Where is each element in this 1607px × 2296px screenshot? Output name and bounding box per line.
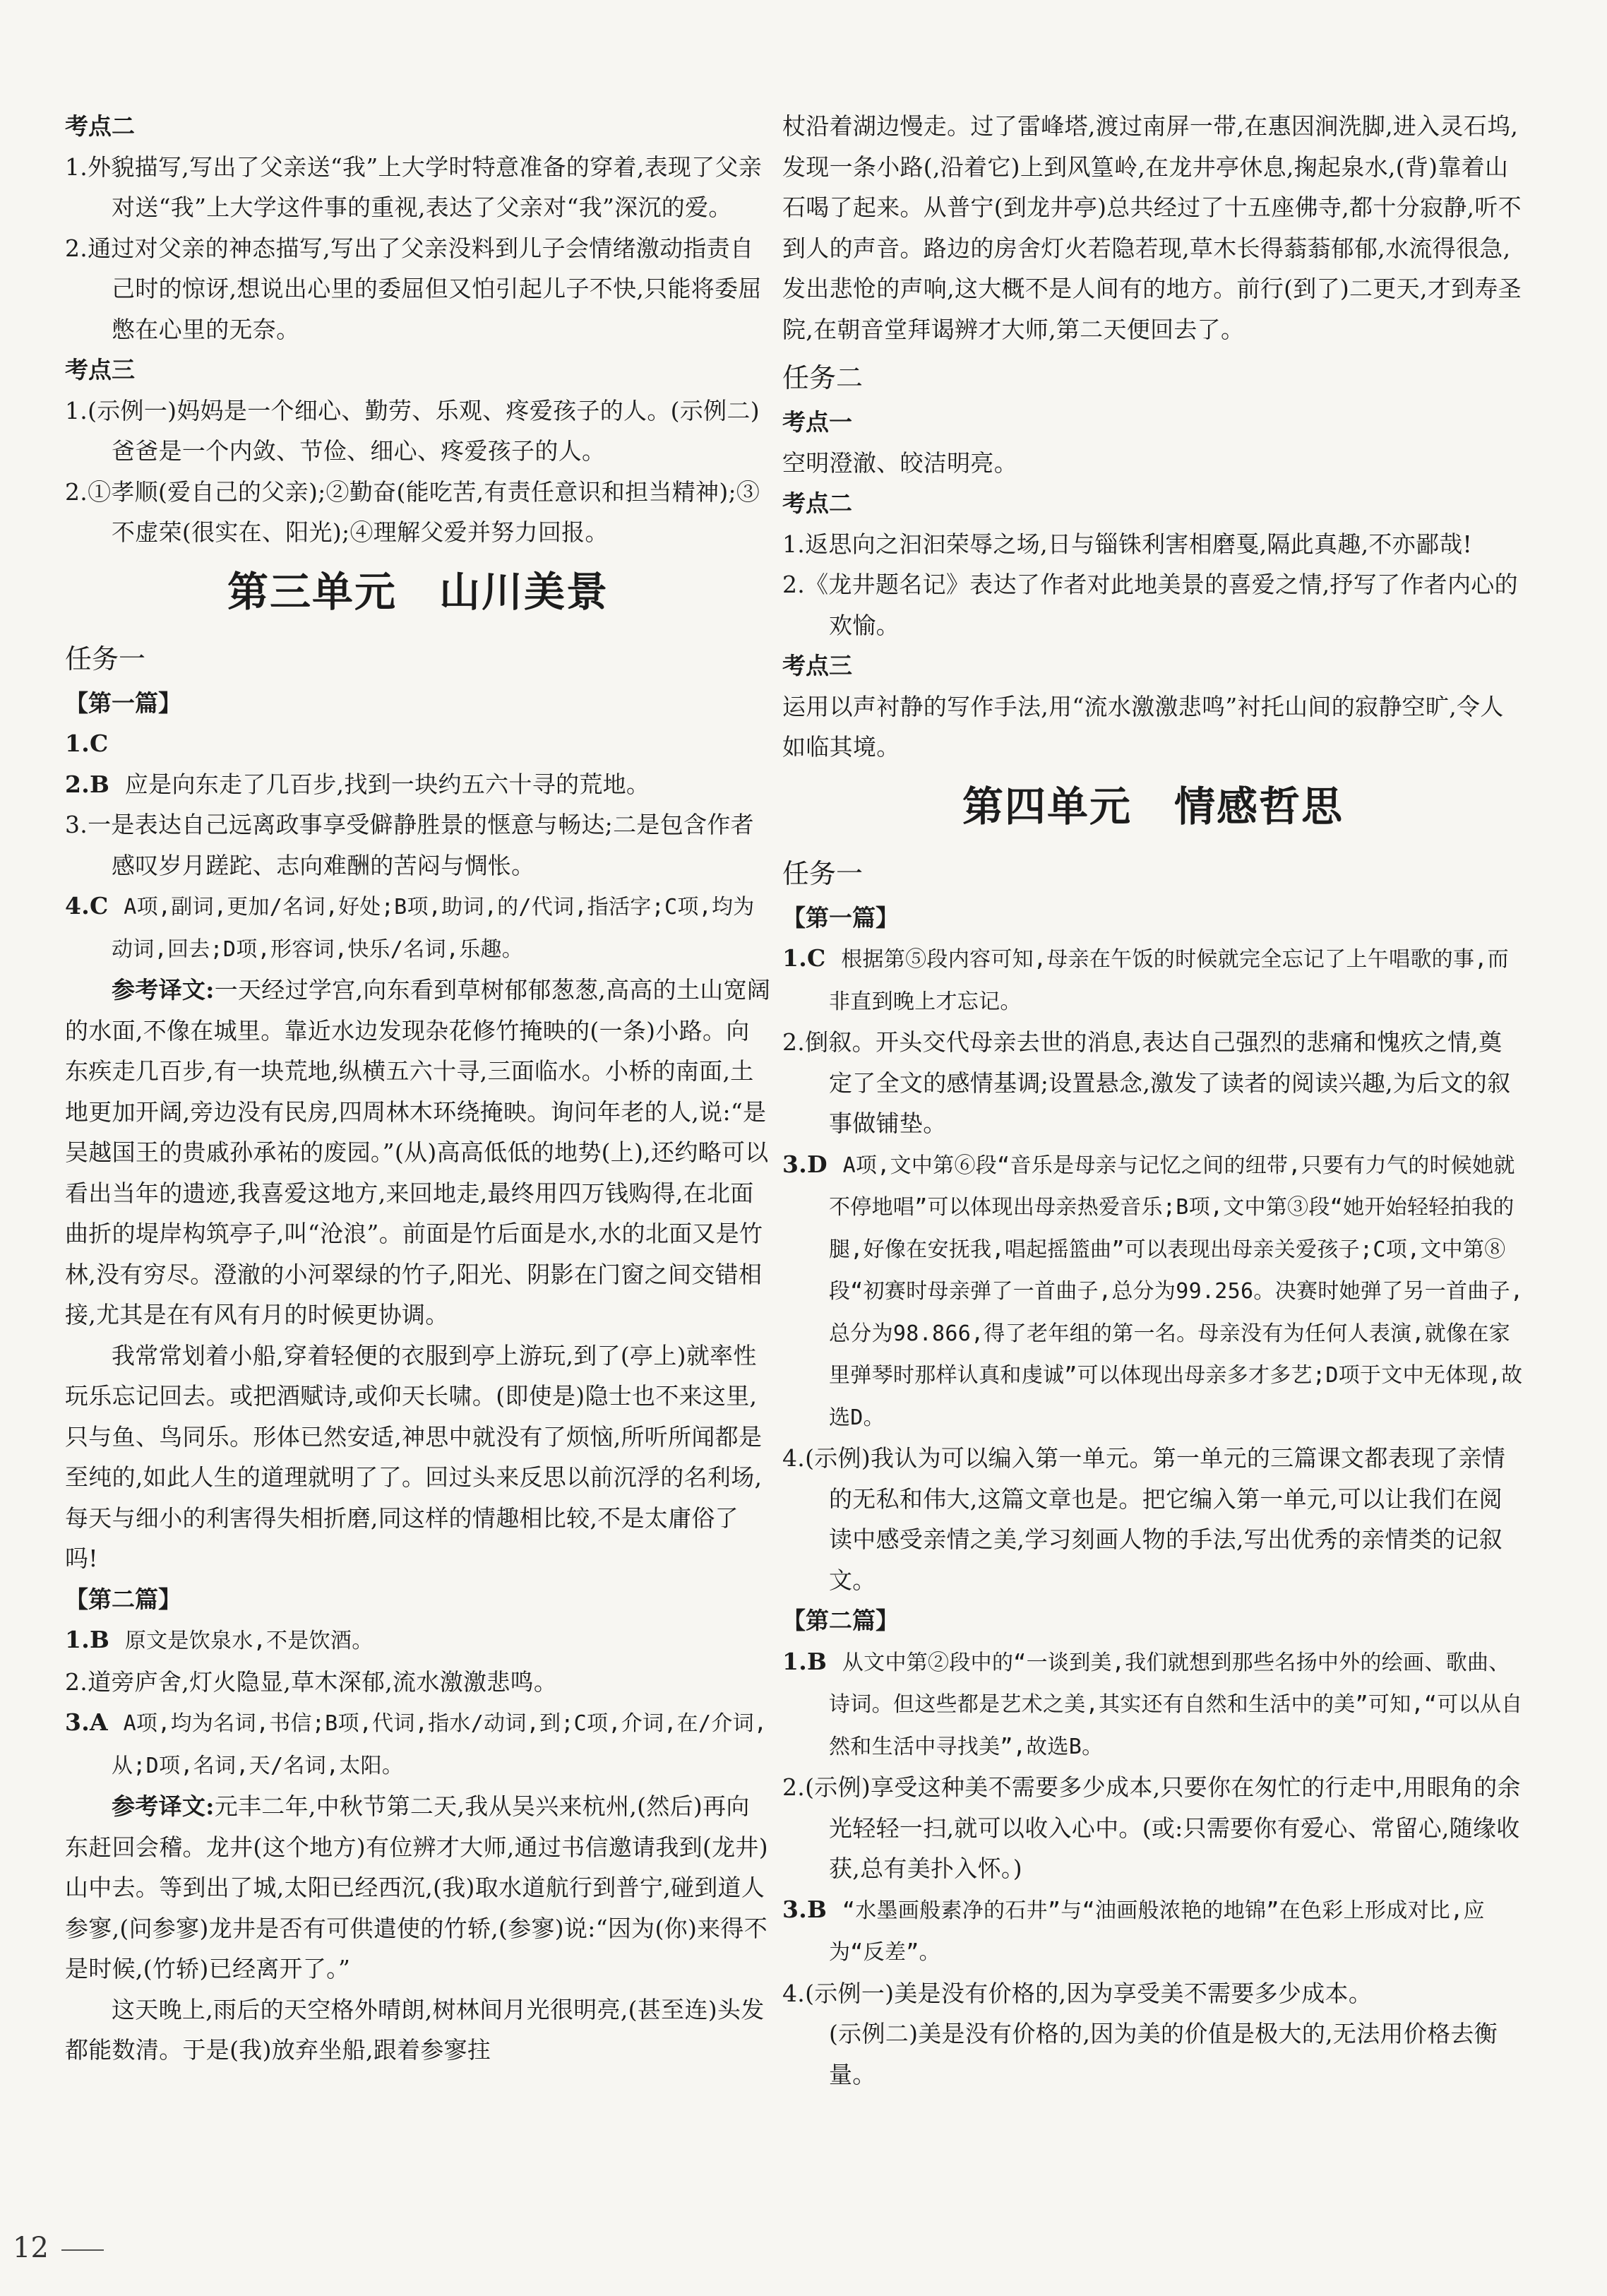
unit-4-number: 第四单元 — [962, 782, 1132, 831]
unit-3-number: 第三单元 — [227, 567, 397, 616]
p2-answer-3-explanation: A项,均为名词,书信;B项,代词,指水/动词,到;C项,介词,在/介词,从;D项,名词,天/名词,太阳。 — [112, 1711, 767, 1778]
pian-2-heading: 【第二篇】 — [65, 1585, 181, 1613]
p2-answer-3 — [65, 1702, 771, 1786]
answer-2 — [65, 764, 771, 805]
answer-4 — [65, 886, 771, 970]
r-kaodian-3-text: 运用以声衬静的写作手法,用“流水激激悲鸣”衬托山间的寂静空旷,令人如临其境。 — [782, 692, 1504, 761]
answer-3: 3.一是表达自己远离政事享受僻静胜景的惬意与畅达;二是包含作者感叹岁月蹉跎、志向难酬的苦闷与惆怅。 — [65, 811, 754, 879]
u4-p2-answer-2: 2.(示例)享受这种美不需要多少成本,只要你在匆忙的行走中,用眼角的余光轻轻一扫,就可以收入心中。(或:只需要你有爱心、常留心,随缘收获,总有美扑入怀。) — [782, 1773, 1521, 1882]
u4-answer-4: 4.(示例)我认为可以编入第一单元。第一单元的三篇课文都表现了亲情的无私和伟大,这篇文章也是。把它编入第一单元,可以让我们在阅读中感受亲情之美,学习刻画人物的手法,写出优秀的亲情类的记叙文。 — [782, 1444, 1506, 1594]
u4-answer-3-choice: 3.D — [782, 1150, 828, 1178]
u4-p2-answer-3 — [782, 1889, 1524, 1973]
kaodian-3-heading: 考点三 — [65, 356, 135, 383]
p2-answer-1 — [65, 1619, 771, 1662]
kaodian-3-item-1: 1.(示例一)妈妈是一个细心、勤劳、乐观、疼爱孩子的人。(示例二)爸爸是一个内敛、节俭、细心、疼爱孩子的人。 — [65, 396, 760, 465]
r-kaodian-1-heading: 考点一 — [782, 408, 852, 436]
u4-answer-1 — [782, 938, 1524, 1022]
u4-pian-1-heading: 【第一篇】 — [782, 903, 899, 932]
unit-3-title — [65, 553, 771, 631]
kaodian-3-item-2: 2.①孝顺(爱自己的父亲);②勤奋(能吃苦,有责任意识和担当精神);③不虚荣(很实在、阳光);④理解父爱并努力回报。 — [65, 477, 760, 546]
u4-p2-answer-4a: 4.(示例一)美是没有价格的,因为享受美不需要多少成本。 — [782, 1979, 1373, 2007]
r-kaodian-3-heading: 考点三 — [782, 652, 852, 679]
u4-pian-2-heading: 【第二篇】 — [782, 1607, 899, 1634]
page-number-rule — [61, 2249, 104, 2251]
unit-3-name: 山川美景 — [439, 567, 609, 616]
u4-p2-answer-1-explanation: 从文中第②段中的“一谈到美,我们就想到那些名扬中外的绘画、歌曲、诗词。但这些都是艺术之美,其实还有自然和生活中的美”可知,“可以从自然和生活中寻找美”,故选B。 — [829, 1650, 1523, 1759]
task-1-heading: 任务一 — [65, 643, 146, 674]
page-number-text: 12 — [13, 2232, 49, 2264]
pian-1-heading: 【第一篇】 — [65, 689, 181, 717]
r-kaodian-2-item-1: 1.返思向之汩汩荣辱之场,日与锱铢利害相磨戛,隔此真趣,不亦鄙哉! — [782, 530, 1473, 558]
unit-4-name: 情感哲思 — [1174, 782, 1344, 831]
u4-p2-answer-1-choice: 1.B — [782, 1647, 828, 1675]
r-kaodian-2-item-2: 2.《龙井题名记》表达了作者对此地美景的喜爱之情,抒写了作者内心的欢愉。 — [782, 571, 1518, 639]
answer-4-explanation: A项,副词,更加/名词,好处;B项,助词,的/代词,指活字;C项,均为动词,回去;D项,形容词,快乐/名词,乐趣。 — [112, 895, 755, 962]
u4-answer-2: 2.倒叙。开头交代母亲去世的消息,表达自己强烈的悲痛和愧疚之情,奠定了全文的感情基调;设置悬念,激发了读者的阅读兴趣,为后文的叙事做铺垫。 — [782, 1028, 1511, 1137]
translation-2-continued: 杖沿着湖边慢走。过了雷峰塔,渡过南屏一带,在惠因涧洗脚,进入灵石坞,发现一条小路(,沿着它)上到风篁岭,在龙井亭休息,掬起泉水,(背)靠着山石喝了起来。从普宁(到龙井亭)总共经过了十五座佛寺,都十分寂静,听不到人的声音。路边的房舍灯火若隐若现,草木长得蓊蓊郁郁,水流得很急,发出悲怆的声响,这大概不是人间有的地方。前行(到了)二更天,才到寿圣院,在朝音堂拜谒辨才大师,第二天便回去了。 — [782, 112, 1522, 343]
r-kaodian-2-heading: 考点二 — [782, 489, 852, 517]
left-column — [65, 106, 771, 2071]
p2-answer-1-choice: 1.B — [65, 1626, 110, 1653]
u4-p2-answer-1 — [782, 1641, 1524, 1768]
p2-answer-1-explanation: 原文是饮泉水,不是饮酒。 — [124, 1629, 374, 1653]
translation-label: 参考译文: — [112, 976, 215, 1004]
kaodian-2-item-1: 1.外貌描写,写出了父亲送“我”上大学时特意准备的穿着,表现了父亲对送“我”上大学这件事的重视,表达了父亲对“我”深沉的爱。 — [65, 153, 763, 221]
u4-p2-answer-3-explanation: “水墨画般素净的石井”与“油画般浓艳的地锦”在色彩上形成对比,应为“反差”。 — [829, 1898, 1485, 1965]
translation-2-para-1 — [65, 1786, 771, 1989]
u4-p2-answer-3-choice: 3.B — [782, 1895, 828, 1923]
answer-2-choice: 2.B — [65, 770, 110, 798]
u4-answer-3 — [782, 1144, 1524, 1439]
u4-p2-answer-4b: (示例二)美是没有价格的,因为美的价值是极大的,无法用价格去衡量。 — [829, 2020, 1498, 2088]
answer-2-explanation: 应是向东走了几百步,找到一块约五六十寻的荒地。 — [124, 770, 650, 798]
answer-1-choice: 1.C — [65, 730, 109, 757]
u4-answer-1-explanation: 根据第⑤段内容可知,母亲在午饭的时候就完全忘记了上午唱歌的事,而非直到晚上才忘记。 — [829, 947, 1509, 1014]
p2-answer-3-choice: 3.A — [65, 1708, 108, 1736]
u4-answer-1-choice: 1.C — [782, 944, 826, 972]
translation-2-label: 参考译文: — [112, 1792, 215, 1820]
kaodian-2-heading: 考点二 — [65, 112, 135, 140]
page-number — [13, 2230, 104, 2266]
unit-4-title — [782, 768, 1524, 845]
u4-answer-3-explanation: A项,文中第⑥段“音乐是母亲与记忆之间的纽带,只要有力气的时候她就不停地唱”可以体现出母亲热爱音乐;B项,文中第③段“她开始轻轻拍我的腿,好像在安抚我,唱起摇篮曲”可以表现出母亲关爱孩子;C项,文中第⑧段“初赛时母亲弹了一首曲子,总分为99.256。决赛时她弹了另一首曲子,总分为98.866,得了老年组的第一名。母亲没有为任何人表演,就像在家里弹琴时那样认真和虔诚”可以体现出母亲多才多艺;D项于文中无体现,故选D。 — [829, 1153, 1524, 1430]
r-kaodian-1-text: 空明澄澈、皎洁明亮。 — [782, 448, 1017, 477]
task-2-heading: 任务二 — [782, 362, 864, 393]
answer-4-choice: 4.C — [65, 892, 109, 920]
u4-task-1-heading: 任务一 — [782, 857, 864, 889]
answer-1 — [65, 723, 771, 764]
kaodian-2-item-2: 2.通过对父亲的神态描写,写出了父亲没料到儿子会情绪激动指责自己时的惊讶,想说出心里的委屈但又怕引起儿子不快,只能将委屈憋在心里的无奈。 — [65, 234, 762, 343]
translation-1-text-1: 一天经过学宫,向东看到草树郁郁葱葱,高高的土山宽阔的水面,不像在城里。靠近水边发现杂花修竹掩映的(一条)小路。向东疾走几百步,有一块荒地,纵横五六十寻,三面临水。小桥的南面,土地更加开阔,旁边没有民房,四周林木环绕掩映。询问年老的人,说:“是吴越国王的贵戚孙承祐的废园。”(从)高高低低的地势(上),还约略可以看出当年的遗迹,我喜爱这地方,来回地走,最终用四万钱购得,在北面曲折的堤岸构筑亭子,叫“沧浪”。前面是竹后面是水,水的北面又是竹林,没有穷尽。澄澈的小河翠绿的竹子,阳光、阴影在门窗之间交错相接,尤其是在有风有月的时候更协调。 — [65, 976, 771, 1328]
translation-1-para-2: 我常常划着小船,穿着轻便的衣服到亭上游玩,到了(亭上)就率性玩乐忘记回去。或把酒赋诗,或仰天长啸。(即使是)隐士也不来这里,只与鱼、鸟同乐。形体已然安适,神思中就没有了烦恼,所听所闻都是至纯的,如此人生的道理就明了了。回过头来反思以前沉浮的名利场,每天与细小的利害得失相折磨,同这样的情趣相比较,不是太庸俗了吗! — [65, 1341, 763, 1572]
p2-answer-2: 2.道旁庐舍,灯火隐显,草木深郁,流水激激悲鸣。 — [65, 1667, 558, 1696]
translation-1-para-1 — [65, 970, 771, 1336]
translation-2-para-2: 这天晚上,雨后的天空格外晴朗,树林间月光很明亮,(甚至连)头发都能数清。于是(我)放弃坐船,跟着参寥拄 — [65, 1995, 765, 2064]
translation-2-text-1: 元丰二年,中秋节第二天,我从吴兴来杭州,(然后)再向东赶回会稽。龙井(这个地方)有位辨才大师,通过书信邀请我到(龙井)山中去。等到出了城,太阳已经西沉,(我)取水道航行到普宁,碰到道人参寥,(问参寥)龙井是否有可供遣使的竹轿,(参寥)说:“因为(你)来得不是时候,(竹轿)已经离开了。” — [65, 1792, 768, 1982]
right-column — [782, 106, 1524, 2095]
